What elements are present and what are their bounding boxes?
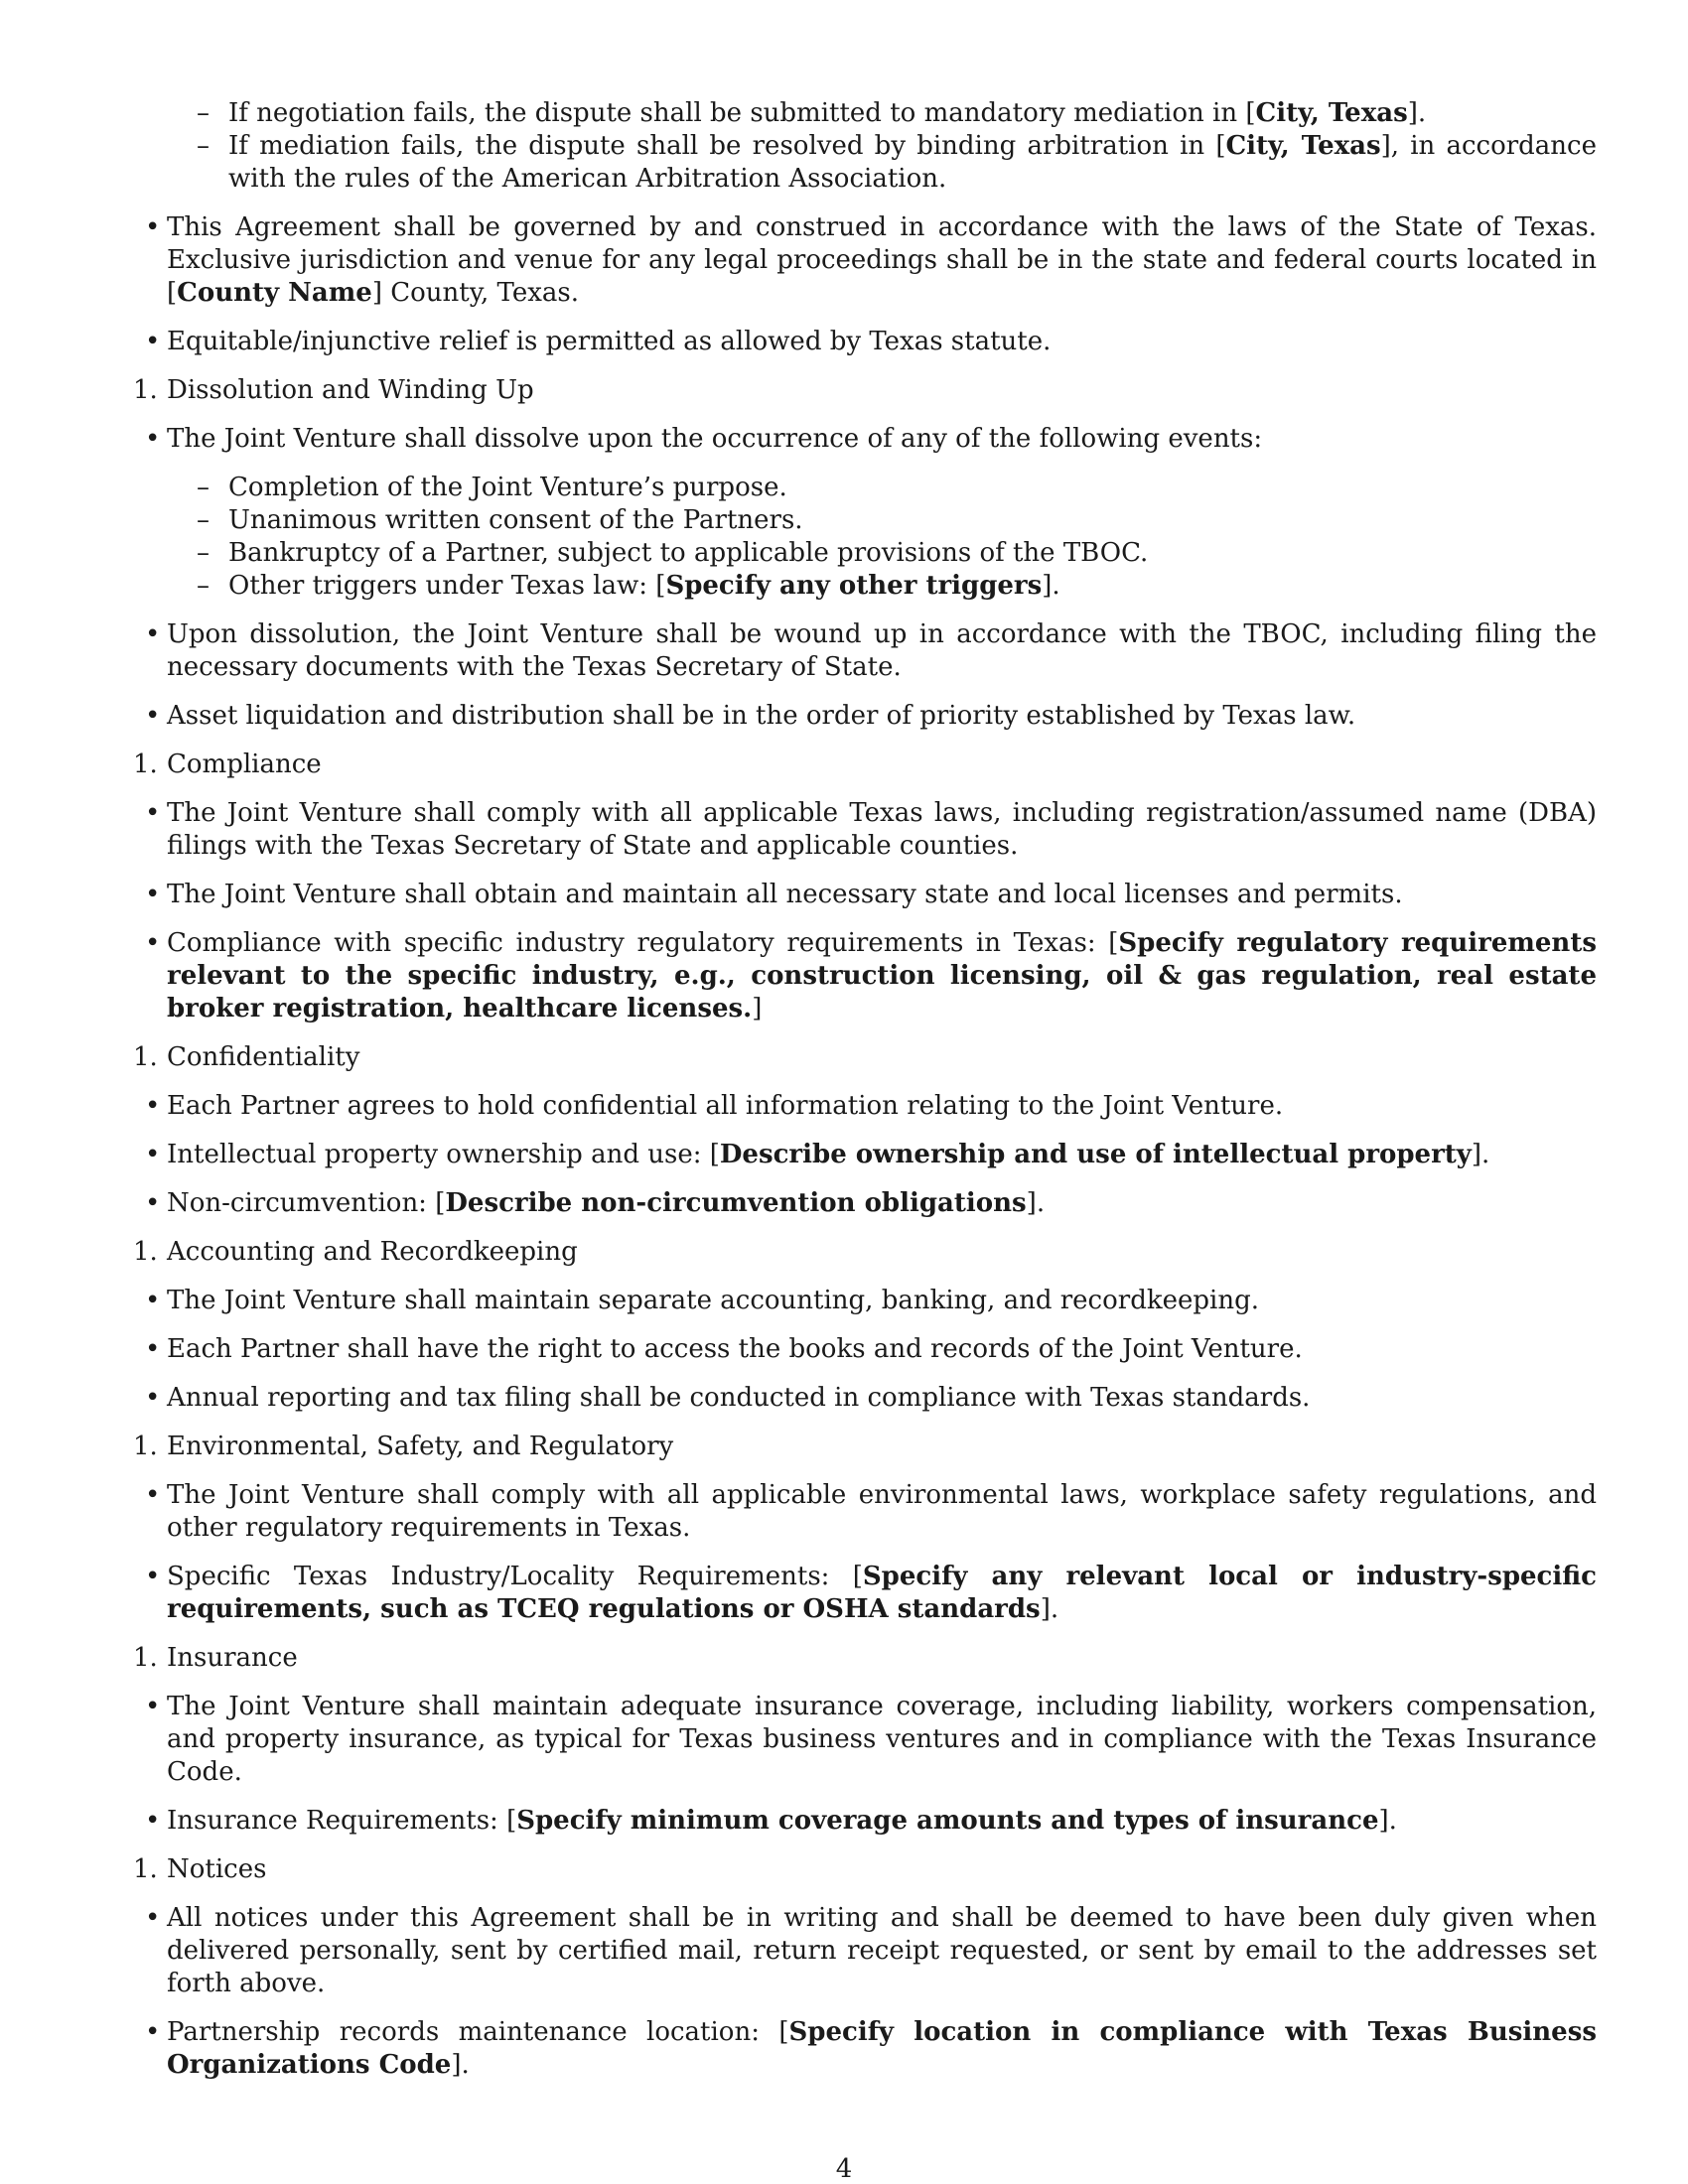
dash-mark: – [197, 131, 210, 161]
dissolution-bullet-3: • Asset liquidation and distribution shall be in the order of priority established by Texas law. [145, 701, 1356, 731]
page-number: 4 [835, 2154, 853, 2184]
dash-mark: – [197, 473, 210, 502]
bullet-mark: • [145, 880, 161, 909]
insurance-bullet-1: • The Joint Venture shall maintain adequate insurance coverage, including liability, workers compensation, and property insurance, as typical for Texas business ventures and in compliance with the Texas Insurance Code. [145, 1692, 1597, 1787]
bullet-mark: • [145, 619, 161, 649]
bullet-mark: • [145, 1140, 161, 1169]
dissolution-sub-item: – Unanimous written consent of the Partners. [197, 505, 803, 535]
bullet-mark: • [145, 327, 161, 356]
governing-law-bullet: • This Agreement shall be governed by and construed in accordance with the laws of the State of Texas. Exclusive jurisdiction and venue for any legal proceedings shall be in the state and federal courts located in [County Name] County, Texas. [145, 212, 1597, 308]
dissolution-sub-item: – Other triggers under Texas law: [Specify any other triggers]. [197, 571, 1060, 601]
notices-bullet-2: • Partnership records maintenance location: [Specify location in compliance with Texas Business Organizations Code]. [145, 2017, 1597, 2080]
section-heading-environmental: 1. Environmental, Safety, and Regulatory [133, 1432, 674, 1461]
notices-bullet-1: • All notices under this Agreement shall be in writing and shall be deemed to have been duly given when delivered personally, sent by certified mail, return receipt requested, or sent by email to the addresses set forth above. [145, 1903, 1597, 1998]
section-heading-accounting: 1. Accounting and Recordkeeping [133, 1237, 578, 1267]
bullet-mark: • [145, 2017, 161, 2047]
dissolution-bullet-2: • Upon dissolution, the Joint Venture shall be wound up in accordance with the TBOC, including filing the necessary documents with the Texas Secretary of State. [145, 619, 1597, 682]
dissolution-sublist [167, 472, 1597, 603]
compliance-bullet-3: • Compliance with specific industry regulatory requirements in Texas: [Specify regulatory requirements relevant to the specific industry, e.g., construction licensing, oil & gas regulation, real estate broker registration, healthcare licenses.] [145, 928, 1597, 1024]
accounting-bullet-3: • Annual reporting and tax filing shall be conducted in compliance with Texas standards. [145, 1383, 1311, 1413]
accounting-bullet-2: • Each Partner shall have the right to access the books and records of the Joint Venture. [145, 1334, 1303, 1364]
bullet-mark: • [145, 1188, 161, 1218]
bullet-mark: • [145, 1562, 161, 1591]
bullet-mark: • [145, 424, 161, 454]
dissolution-bullet-1: • The Joint Venture shall dissolve upon the occurrence of any of the following events: [145, 424, 1263, 454]
bullet-mark: • [145, 1692, 161, 1721]
bullet-mark: • [145, 701, 161, 731]
section-heading-insurance: 1. Insurance [133, 1643, 298, 1673]
section-heading-confidentiality: 1. Confidentiality [133, 1042, 360, 1072]
dash-mark: – [197, 98, 210, 128]
dash-mark: – [197, 571, 210, 601]
bullet-mark: • [145, 1806, 161, 1836]
dissolution-sub-item: – Bankruptcy of a Partner, subject to applicable provisions of the TBOC. [197, 538, 1149, 568]
compliance-bullet-1: • The Joint Venture shall comply with all applicable Texas laws, including registration/assumed name (DBA) filings with the Texas Secretary of State and applicable counties. [145, 798, 1597, 861]
dash-mark: – [197, 538, 210, 568]
confidentiality-bullet-1: • Each Partner agrees to hold confidential all information relating to the Joint Venture. [145, 1091, 1284, 1121]
environmental-bullet-2: • Specific Texas Industry/Locality Requirements: [Specify any relevant local or industry-specific requirements, such as TCEQ regulations or OSHA standards]. [145, 1562, 1597, 1624]
environmental-bullet-1: • The Joint Venture shall comply with all applicable environmental laws, workplace safety regulations, and other regulatory requirements in Texas. [145, 1480, 1597, 1543]
bullet-mark: • [145, 798, 161, 828]
accounting-bullet-1: • The Joint Venture shall maintain separate accounting, banking, and recordkeeping. [145, 1286, 1259, 1315]
dispute-sublist [167, 97, 1597, 196]
confidentiality-bullet-3: • Non-circumvention: [Describe non-circumvention obligations]. [145, 1188, 1046, 1218]
section-heading-compliance: 1. Compliance [133, 750, 322, 779]
bullet-mark: • [145, 1903, 161, 1933]
bullet-mark: • [145, 928, 161, 958]
bullet-mark: • [145, 212, 161, 242]
bullet-mark: • [145, 1286, 161, 1315]
dispute-sub-item-1: – If negotiation fails, the dispute shall be submitted to mandatory mediation in [City, Texas]. [197, 98, 1427, 128]
dispute-sub-item-2: – If mediation fails, the dispute shall be resolved by binding arbitration in [City, Texas], in accordance with the rules of the American Arbitration Association. [197, 131, 1597, 194]
dash-mark: – [197, 505, 210, 535]
insurance-bullet-2: • Insurance Requirements: [Specify minimum coverage amounts and types of insurance]. [145, 1806, 1397, 1836]
dissolution-sub-item: – Completion of the Joint Venture’s purpose. [197, 473, 787, 502]
section-heading-dissolution: 1. Dissolution and Winding Up [133, 375, 534, 405]
equitable-relief-bullet: • Equitable/injunctive relief is permitted as allowed by Texas statute. [145, 327, 1052, 356]
bullet-mark: • [145, 1480, 161, 1510]
bullet-mark: • [145, 1091, 161, 1121]
bullet-mark: • [145, 1383, 161, 1413]
confidentiality-bullet-2: • Intellectual property ownership and use: [Describe ownership and use of intellectual property]. [145, 1140, 1490, 1169]
document-body [133, 97, 1597, 2098]
compliance-bullet-2: • The Joint Venture shall obtain and maintain all necessary state and local licenses and permits. [145, 880, 1403, 909]
bullet-mark: • [145, 1334, 161, 1364]
section-heading-notices: 1. Notices [133, 1854, 267, 1884]
